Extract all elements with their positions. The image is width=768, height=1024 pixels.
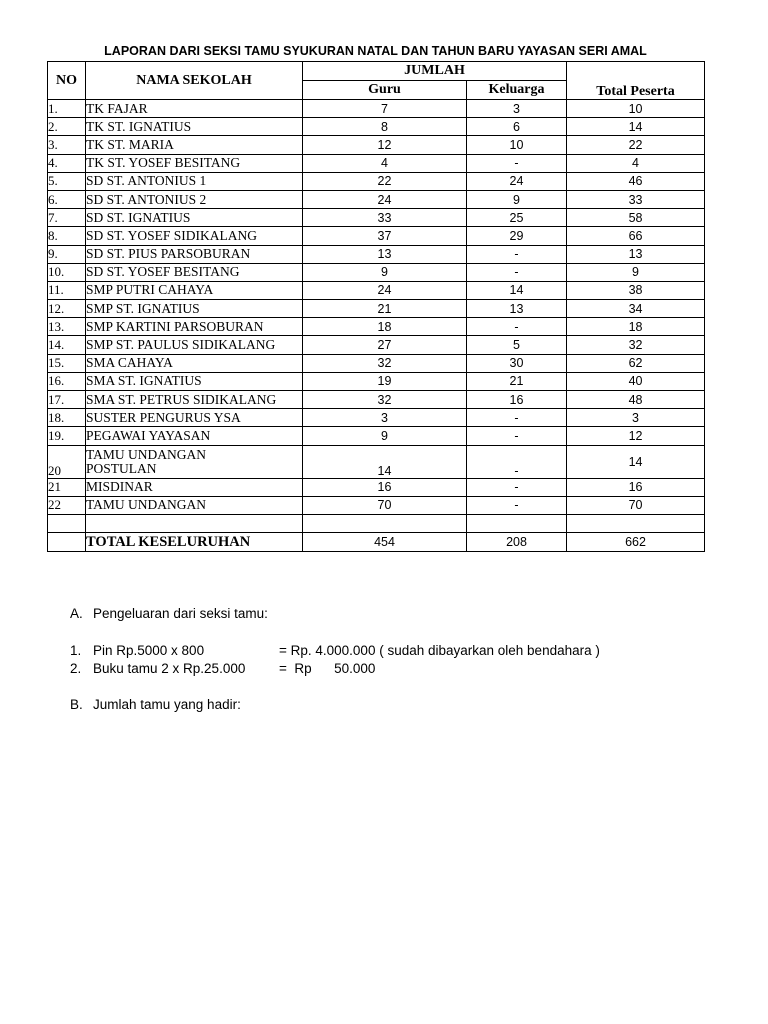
row-no: 3. bbox=[48, 136, 86, 154]
row-keluarga: 10 bbox=[467, 136, 567, 154]
row-guru: 22 bbox=[303, 172, 467, 190]
row-name: PEGAWAI YAYASAN bbox=[86, 427, 303, 445]
table-row bbox=[48, 118, 705, 136]
row-total: 18 bbox=[567, 318, 705, 336]
row-keluarga: - bbox=[467, 245, 567, 263]
row-keluarga: 3 bbox=[467, 100, 567, 118]
row-no: 21 bbox=[48, 478, 86, 496]
row-guru: 24 bbox=[303, 190, 467, 208]
table-row bbox=[48, 100, 705, 118]
participants-table bbox=[47, 61, 705, 552]
row-total: 10 bbox=[567, 100, 705, 118]
total-row bbox=[48, 532, 705, 551]
total-label: TOTAL KESELURUHAN bbox=[86, 532, 303, 551]
row-no: 8. bbox=[48, 227, 86, 245]
row-no: 12. bbox=[48, 300, 86, 318]
row-keluarga: 29 bbox=[467, 227, 567, 245]
row-guru: 18 bbox=[303, 318, 467, 336]
header-name: NAMA SEKOLAH bbox=[86, 62, 303, 100]
row-no: 9. bbox=[48, 245, 86, 263]
expense-item-1-marker: 1. bbox=[70, 643, 82, 658]
row-total: 9 bbox=[567, 263, 705, 281]
table-row bbox=[48, 427, 705, 445]
row-guru: 19 bbox=[303, 372, 467, 390]
expense-item-1 bbox=[70, 643, 600, 658]
row-no: 11. bbox=[48, 281, 86, 299]
row-keluarga: - bbox=[467, 496, 567, 514]
row-keluarga: - bbox=[467, 318, 567, 336]
row-total: 34 bbox=[567, 300, 705, 318]
row-no: 22 bbox=[48, 496, 86, 514]
table-row bbox=[48, 263, 705, 281]
row-total: 32 bbox=[567, 336, 705, 354]
row-guru: 37 bbox=[303, 227, 467, 245]
row-name: SD ST. YOSEF BESITANG bbox=[86, 263, 303, 281]
header-guru: Guru bbox=[303, 81, 467, 100]
row-name bbox=[86, 445, 303, 478]
row-total: 58 bbox=[567, 209, 705, 227]
row-guru: 8 bbox=[303, 118, 467, 136]
row-no: 17. bbox=[48, 391, 86, 409]
row-name: SD ST. YOSEF SIDIKALANG bbox=[86, 227, 303, 245]
row-name: TK ST. IGNATIUS bbox=[86, 118, 303, 136]
row-keluarga: - bbox=[467, 409, 567, 427]
row-keluarga: 25 bbox=[467, 209, 567, 227]
header-no: NO bbox=[48, 62, 86, 100]
row-guru: 27 bbox=[303, 336, 467, 354]
row-name: SD ST. ANTONIUS 1 bbox=[86, 172, 303, 190]
row-guru: 70 bbox=[303, 496, 467, 514]
row-guru: 32 bbox=[303, 354, 467, 372]
row-total: 40 bbox=[567, 372, 705, 390]
row-total: 3 bbox=[567, 409, 705, 427]
expense-item-2 bbox=[70, 661, 375, 676]
row-total: 12 bbox=[567, 427, 705, 445]
section-a-text: Pengeluaran dari seksi tamu: bbox=[93, 606, 268, 621]
table-row bbox=[48, 354, 705, 372]
table-row bbox=[48, 281, 705, 299]
table-row bbox=[48, 372, 705, 390]
table-row bbox=[48, 478, 705, 496]
table-row bbox=[48, 409, 705, 427]
section-b-marker: B. bbox=[70, 697, 83, 712]
row-total: 16 bbox=[567, 478, 705, 496]
row-name: MISDINAR bbox=[86, 478, 303, 496]
row-keluarga: 30 bbox=[467, 354, 567, 372]
row-no: 18. bbox=[48, 409, 86, 427]
row-no: 2. bbox=[48, 118, 86, 136]
table-row bbox=[48, 318, 705, 336]
total-guru: 454 bbox=[303, 532, 467, 551]
row-total: 66 bbox=[567, 227, 705, 245]
row-name: SMA CAHAYA bbox=[86, 354, 303, 372]
row-total: 4 bbox=[567, 154, 705, 172]
row-no: 19. bbox=[48, 427, 86, 445]
table-row bbox=[48, 227, 705, 245]
table-row bbox=[48, 172, 705, 190]
row-name: TK ST. MARIA bbox=[86, 136, 303, 154]
row-no: 13. bbox=[48, 318, 86, 336]
row-total: 62 bbox=[567, 354, 705, 372]
row-name: SMA ST. IGNATIUS bbox=[86, 372, 303, 390]
header-total: Total Peserta bbox=[567, 62, 705, 100]
row-total: 70 bbox=[567, 496, 705, 514]
table-row bbox=[48, 391, 705, 409]
row-guru: 3 bbox=[303, 409, 467, 427]
table-row bbox=[48, 445, 705, 478]
expense-item-1-amount: = Rp. 4.000.000 ( sudah dibayarkan oleh bendahara ) bbox=[279, 643, 600, 658]
row-keluarga: 13 bbox=[467, 300, 567, 318]
row-total: 14 bbox=[567, 445, 705, 478]
row-keluarga: 14 bbox=[467, 281, 567, 299]
section-a-marker: A. bbox=[70, 606, 83, 621]
expense-item-2-desc: Buku tamu 2 x Rp.25.000 bbox=[93, 661, 246, 676]
row-keluarga: - bbox=[467, 445, 567, 478]
row-guru: 32 bbox=[303, 391, 467, 409]
table-row bbox=[48, 336, 705, 354]
row-no: 10. bbox=[48, 263, 86, 281]
table-row bbox=[48, 209, 705, 227]
table-row bbox=[48, 496, 705, 514]
header-jumlah: JUMLAH bbox=[303, 62, 567, 81]
table-row bbox=[48, 154, 705, 172]
row-name: TAMU UNDANGAN bbox=[86, 496, 303, 514]
row-name: SD ST. IGNATIUS bbox=[86, 209, 303, 227]
row-name: SMA ST. PETRUS SIDIKALANG bbox=[86, 391, 303, 409]
expense-item-2-amount: = Rp 50.000 bbox=[279, 661, 376, 676]
row-total: 14 bbox=[567, 118, 705, 136]
row-guru: 16 bbox=[303, 478, 467, 496]
row-guru: 12 bbox=[303, 136, 467, 154]
row-name: SD ST. PIUS PARSOBURAN bbox=[86, 245, 303, 263]
table-row bbox=[48, 300, 705, 318]
row-guru: 14 bbox=[303, 445, 467, 478]
row-keluarga: - bbox=[467, 154, 567, 172]
row-keluarga: - bbox=[467, 427, 567, 445]
row-no: 20 bbox=[48, 445, 86, 478]
row-guru: 21 bbox=[303, 300, 467, 318]
header-keluarga: Keluarga bbox=[467, 81, 567, 100]
total-peserta: 662 bbox=[567, 532, 705, 551]
row-guru: 9 bbox=[303, 427, 467, 445]
row-total: 46 bbox=[567, 172, 705, 190]
table-row bbox=[48, 136, 705, 154]
row-keluarga: 21 bbox=[467, 372, 567, 390]
row-total: 38 bbox=[567, 281, 705, 299]
table-row bbox=[48, 190, 705, 208]
row-guru: 7 bbox=[303, 100, 467, 118]
row-guru: 13 bbox=[303, 245, 467, 263]
row-guru: 9 bbox=[303, 263, 467, 281]
row-no: 7. bbox=[48, 209, 86, 227]
row-no: 15. bbox=[48, 354, 86, 372]
row-total: 48 bbox=[567, 391, 705, 409]
row-total: 33 bbox=[567, 190, 705, 208]
row-no: 16. bbox=[48, 372, 86, 390]
report-title: LAPORAN DARI SEKSI TAMU SYUKURAN NATAL DAN TAHUN BARU YAYASAN SERI AMAL bbox=[104, 44, 647, 58]
row-guru: 24 bbox=[303, 281, 467, 299]
row-keluarga: 16 bbox=[467, 391, 567, 409]
row-no: 4. bbox=[48, 154, 86, 172]
row-name: TK ST. YOSEF BESITANG bbox=[86, 154, 303, 172]
row-name: SD ST. ANTONIUS 2 bbox=[86, 190, 303, 208]
total-no bbox=[48, 532, 86, 551]
row-keluarga: - bbox=[467, 478, 567, 496]
section-b bbox=[70, 697, 241, 712]
expense-item-1-desc: Pin Rp.5000 x 800 bbox=[93, 643, 205, 658]
row-keluarga: - bbox=[467, 263, 567, 281]
row-name: SMP ST. IGNATIUS bbox=[86, 300, 303, 318]
row-name: SMP PUTRI CAHAYA bbox=[86, 281, 303, 299]
row-no: 6. bbox=[48, 190, 86, 208]
table-row bbox=[48, 245, 705, 263]
row-keluarga: 5 bbox=[467, 336, 567, 354]
row-keluarga: 9 bbox=[467, 190, 567, 208]
row-no: 5. bbox=[48, 172, 86, 190]
row-no: 1. bbox=[48, 100, 86, 118]
row-name: SMP ST. PAULUS SIDIKALANG bbox=[86, 336, 303, 354]
row-name-line2: POSTULAN bbox=[86, 460, 157, 476]
row-total: 22 bbox=[567, 136, 705, 154]
total-keluarga: 208 bbox=[467, 532, 567, 551]
row-name-line1: TAMU UNDANGAN bbox=[86, 446, 207, 462]
row-keluarga: 24 bbox=[467, 172, 567, 190]
row-guru: 4 bbox=[303, 154, 467, 172]
section-b-text: Jumlah tamu yang hadir: bbox=[93, 697, 241, 712]
row-name: SMP KARTINI PARSOBURAN bbox=[86, 318, 303, 336]
row-guru: 33 bbox=[303, 209, 467, 227]
row-name: SUSTER PENGURUS YSA bbox=[86, 409, 303, 427]
row-name: TK FAJAR bbox=[86, 100, 303, 118]
row-no: 14. bbox=[48, 336, 86, 354]
section-a bbox=[70, 606, 268, 621]
row-keluarga: 6 bbox=[467, 118, 567, 136]
expense-item-2-marker: 2. bbox=[70, 661, 82, 676]
blank-row bbox=[48, 514, 705, 532]
row-total: 13 bbox=[567, 245, 705, 263]
